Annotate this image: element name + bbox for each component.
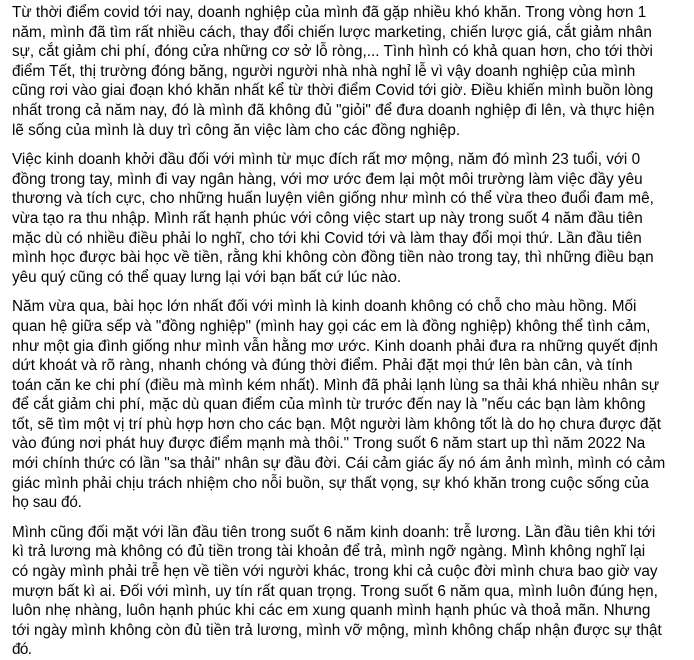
text-line: nhất trong cả năm nay, đó là mình đã không đủ "giỏi" để đưa doanh nghiệp đi lên, và thực hiện (12, 101, 655, 119)
text-line: mới chính thức có lần "sa thải" nhân sự đầu đời. Cái cảm giác ấy nó ám ảnh mình, mình có cảm (12, 455, 666, 473)
text-line: vừa tạo ra thu nhập. Mình rất hạnh phúc với công việc start up này trong suốt 4 năm đầu tiên (12, 209, 643, 227)
text-line: điểm Tết, thị trường đóng băng, người người nhà nhà nghỉ lễ vì vậy doanh nghiệp của mình (12, 62, 636, 80)
text-line: giác mình phải chịu trách nhiệm cho nỗi buồn, sự thất vọng, sự khó khăn trong cuộc sống của (12, 474, 649, 492)
text-line: tới ngày mình không còn đủ tiền trả lương, mình vỡ mộng, mình không chấp nhận được sự thật (12, 621, 662, 639)
text-line: năm, mình đã tìm rất nhiều cách, thay đổi chiến lược marketing, chiến lược giá, cắt giảm nhân (12, 23, 652, 41)
paragraph-1 (12, 3, 692, 140)
text-line: mượn bất kì ai. Đối với mình, uy tín rất quan trọng. Trong suốt 6 năm qua, mình luôn đúng hẹn, (12, 582, 658, 600)
text-line: dứt khoát và rõ ràng, nhanh chóng và đúng thời điểm. Phải đặt mọi thứ lên bàn cân, và tính (12, 357, 633, 375)
post-body (12, 3, 692, 660)
paragraph-3 (12, 297, 692, 513)
text-line: sự, cắt giảm chi phí, đóng cửa những cơ sở lỗ ròng,... Tình hình có khả quan hơn, cho tới thời (12, 43, 653, 61)
text-line: thương và tích cực, cho những huấn luyện viên giống như mình có thể vừa theo đuổi đam mê, (12, 190, 654, 208)
text-line: mặc dù có nhiều điều phải lo nghĩ, cho tới khi Covid tới và làm thay đổi mọi thứ. Lần đầu tiên (12, 229, 642, 247)
text-line: Từ thời điểm covid tới nay, doanh nghiệp của mình đã gặp nhiều khó khăn. Trong vòng hơn 1 (12, 4, 647, 21)
text-line: đồng trong tay, mình đi vay ngân hàng, với mơ ước đem lại một môi trường làm việc đầy yêu (12, 170, 643, 188)
text-line: quan hệ giữa sếp và "đồng nghiệp" (mình hay gọi các em là đồng nghiệp) không thể tình cảm, (12, 317, 651, 335)
text-line: kì trả lương mà không có đủ tiền trong tài khoản để trả, mình ngỡ ngàng. Mình không nghĩ lại (12, 543, 646, 561)
paragraph-4 (12, 523, 692, 660)
text-line: Năm vừa qua, bài học lớn nhất đối với mình là kinh doanh không có chỗ cho màu hồng. Mối (12, 298, 637, 316)
text-line: luôn nhẹ nhàng, luôn hạnh phúc khi các em xung quanh mình hạnh phúc và thoả mãn. Nhưng (12, 602, 651, 620)
text-line: họ sau đó. (12, 494, 82, 512)
text-line: yêu quý cũng có thể quay lưng lại với bạn bất cứ lúc nào. (12, 268, 402, 286)
text-line: lẽ sống của mình là duy trì công ăn việc làm cho các đồng nghiệp. (12, 121, 461, 139)
text-line: Việc kinh doanh khởi đầu đối với mình từ mục đích rất mơ mộng, năm đó mình 23 tuổi, với 0 (12, 151, 641, 169)
text-line: để cắt giảm chi phí, mặc dù quan điểm của mình từ trước đến nay là "nếu các bạn làm không (12, 396, 646, 414)
text-line: toán căn ke chi phí (điều mà mình kém nhất). Mình đã phải lạnh lùng sa thải khá nhiều nhân sự (12, 376, 660, 394)
text-line: mình học được bài học về tiền, rằng khi không còn đồng tiền nào trong tay, thì những điều bạn (12, 249, 654, 267)
text-line: tốt, sẽ tìm một vị trí phù hợp hơn cho các bạn. Một người làm không tốt là do họ chưa được đặt (12, 415, 662, 433)
text-line: có ngày mình phải trễ hẹn về tiền với người khác, trong khi cả cuộc đời mình chưa bao giờ vay (12, 563, 658, 581)
text-line: như một gia đình giống như mình vẫn hằng mơ ước. Kinh doanh phải đưa ra những quyết định (12, 337, 658, 355)
paragraph-2 (12, 150, 692, 287)
text-line: Mình cũng đối mặt với lần đầu tiên trong suốt 6 năm kinh doanh: trễ lương. Lần đầu tiên khi tới (12, 523, 656, 541)
text-line: vào đúng nơi phát huy được điểm mạnh mà thôi." Trong suốt 6 năm start up thì năm 2022 Na (12, 435, 646, 453)
text-line: đó. (12, 641, 32, 659)
text-line: cũng rơi vào giai đoạn khó khăn nhất kể từ thời điểm Covid tới giờ. Điều khiến mình buồn lòng (12, 82, 654, 100)
